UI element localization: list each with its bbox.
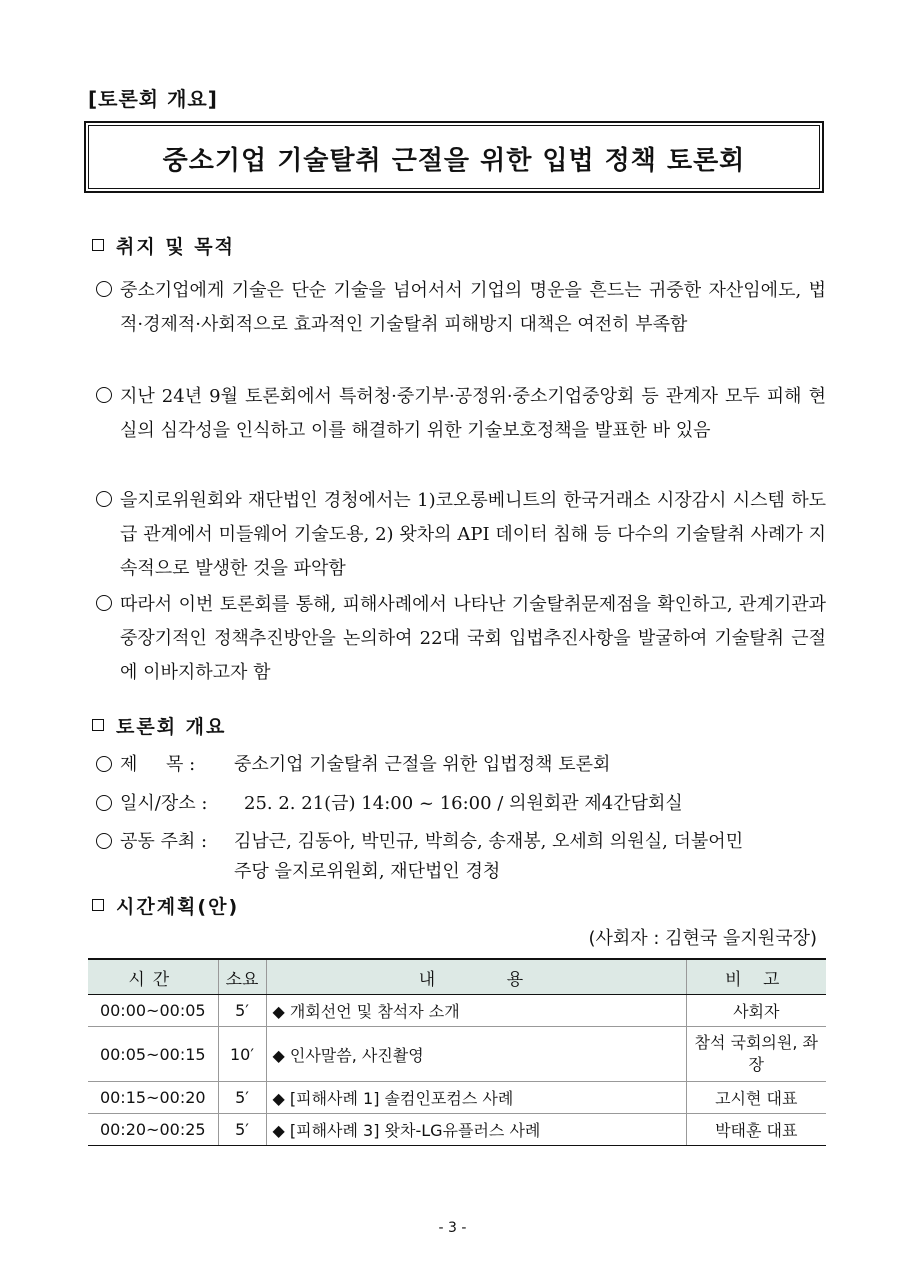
circle-bullet-icon xyxy=(96,491,112,507)
duration-cell: 10′ xyxy=(218,1027,266,1082)
circle-bullet-icon xyxy=(96,387,112,403)
schedule-table xyxy=(88,958,826,1146)
purpose-bullet-text: 따라서 이번 토론회를 통해, 피해사례에서 나타난 기술탈취문제점을 확인하고, 관계기관과 중장기적인 정책추진방안을 논의하여 22대 국회 입법추진사항을 발굴하여 기술탈취 근절에 이바지하고자 함 xyxy=(120,594,826,683)
circle-bullet-icon xyxy=(96,595,112,611)
content-cell: ◆ [피해사례 3] 왓차-LG유플러스 사례 xyxy=(266,1114,686,1146)
column-header-duration: 소요 xyxy=(218,959,266,995)
schedule-heading-text: 시간계획(안) xyxy=(116,896,240,918)
purpose-bullet-text: 을지로위원회와 재단법인 경청에서는 1)코오롱베니트의 한국거래소 시장감시 시스템 하도급 관계에서 미들웨어 기술도용, 2) 왓차의 API 데이터 침해 등 다수의 기술탈취 사례가 지속적으로 발생한 것을 파악함 xyxy=(120,490,826,579)
moderator-note: (사회자 : 김현국 을지원국장) xyxy=(588,928,817,949)
column-header-time: 시간 xyxy=(88,959,218,995)
overview-datetime-value: 25. 2. 21(금) 14:00 ~ 16:00 / 의원회관 제4간담회실 xyxy=(244,793,683,814)
column-header-content: 내 용 xyxy=(266,959,686,995)
duration-cell: 5′ xyxy=(218,1082,266,1114)
time-cell: 00:00~00:05 xyxy=(88,995,218,1027)
table-row xyxy=(88,1114,826,1146)
circle-bullet-icon xyxy=(96,756,112,772)
section-tag: [토론회 개요] xyxy=(88,87,218,111)
overview-title-label: 제 목 : xyxy=(120,754,196,775)
note-cell: 고시현 대표 xyxy=(686,1082,826,1114)
overview-host-value-line1: 김남근, 김동아, 박민규, 박희승, 송재봉, 오세희 의원실, 더불어민 xyxy=(234,831,744,852)
table-header-row xyxy=(88,959,826,995)
schedule-heading xyxy=(92,892,239,919)
overview-datetime-label: 일시/장소 : xyxy=(120,793,208,814)
document-title: 중소기업 기술탈취 근절을 위한 입법 정책 토론회 xyxy=(162,146,746,176)
duration-cell: 5′ xyxy=(218,995,266,1027)
overview-host-value-line2: 주당 을지로위원회, 재단법인 경청 xyxy=(234,861,501,882)
note-cell: 박태훈 대표 xyxy=(686,1114,826,1146)
overview-heading-text: 토론회 개요 xyxy=(116,716,227,738)
purpose-heading xyxy=(92,232,235,259)
content-cell: ◆ 개회선언 및 참석자 소개 xyxy=(266,995,686,1027)
table-row xyxy=(88,995,826,1027)
content-cell: ◆ 인사말씀, 사진촬영 xyxy=(266,1027,686,1082)
time-cell: 00:15~00:20 xyxy=(88,1082,218,1114)
content-cell: ◆ [피해사례 1] 솔컴인포컴스 사례 xyxy=(266,1082,686,1114)
time-cell: 00:20~00:25 xyxy=(88,1114,218,1146)
purpose-bullet-text: 지난 24년 9월 토론회에서 특허청·중기부·공정위·중소기업중앙회 등 관계자 모두 피해 현실의 심각성을 인식하고 이를 해결하기 위한 기술보호정책을 발표한 바 있음 xyxy=(120,386,826,441)
square-bullet-icon xyxy=(92,239,104,251)
note-cell: 참석 국회의원, 좌장 xyxy=(686,1027,826,1082)
purpose-bullet xyxy=(96,484,826,586)
table-row xyxy=(88,1082,826,1114)
square-bullet-icon xyxy=(92,719,104,731)
overview-heading xyxy=(92,712,226,739)
note-cell: 사회자 xyxy=(686,995,826,1027)
purpose-bullet xyxy=(96,274,826,342)
circle-bullet-icon xyxy=(96,833,112,849)
column-header-note: 비 고 xyxy=(686,959,826,995)
circle-bullet-icon xyxy=(96,795,112,811)
table-row xyxy=(88,1027,826,1082)
purpose-heading-text: 취지 및 목적 xyxy=(116,236,235,258)
time-cell: 00:05~00:15 xyxy=(88,1027,218,1082)
square-bullet-icon xyxy=(92,899,104,911)
duration-cell: 5′ xyxy=(218,1114,266,1146)
overview-host-label: 공동 주최 : xyxy=(120,831,208,852)
document-title-box xyxy=(88,125,820,189)
circle-bullet-icon xyxy=(96,281,112,297)
purpose-bullet xyxy=(96,588,826,690)
purpose-bullet xyxy=(96,380,826,448)
overview-title-value: 중소기업 기술탈취 근절을 위한 입법정책 토론회 xyxy=(234,754,611,775)
page-number: - 3 - xyxy=(438,1220,467,1236)
purpose-bullet-text: 중소기업에게 기술은 단순 기술을 넘어서서 기업의 명운을 흔드는 귀중한 자산임에도, 법적·경제적·사회적으로 효과적인 기술탈취 피해방지 대책은 여전히 부족함 xyxy=(120,280,826,335)
